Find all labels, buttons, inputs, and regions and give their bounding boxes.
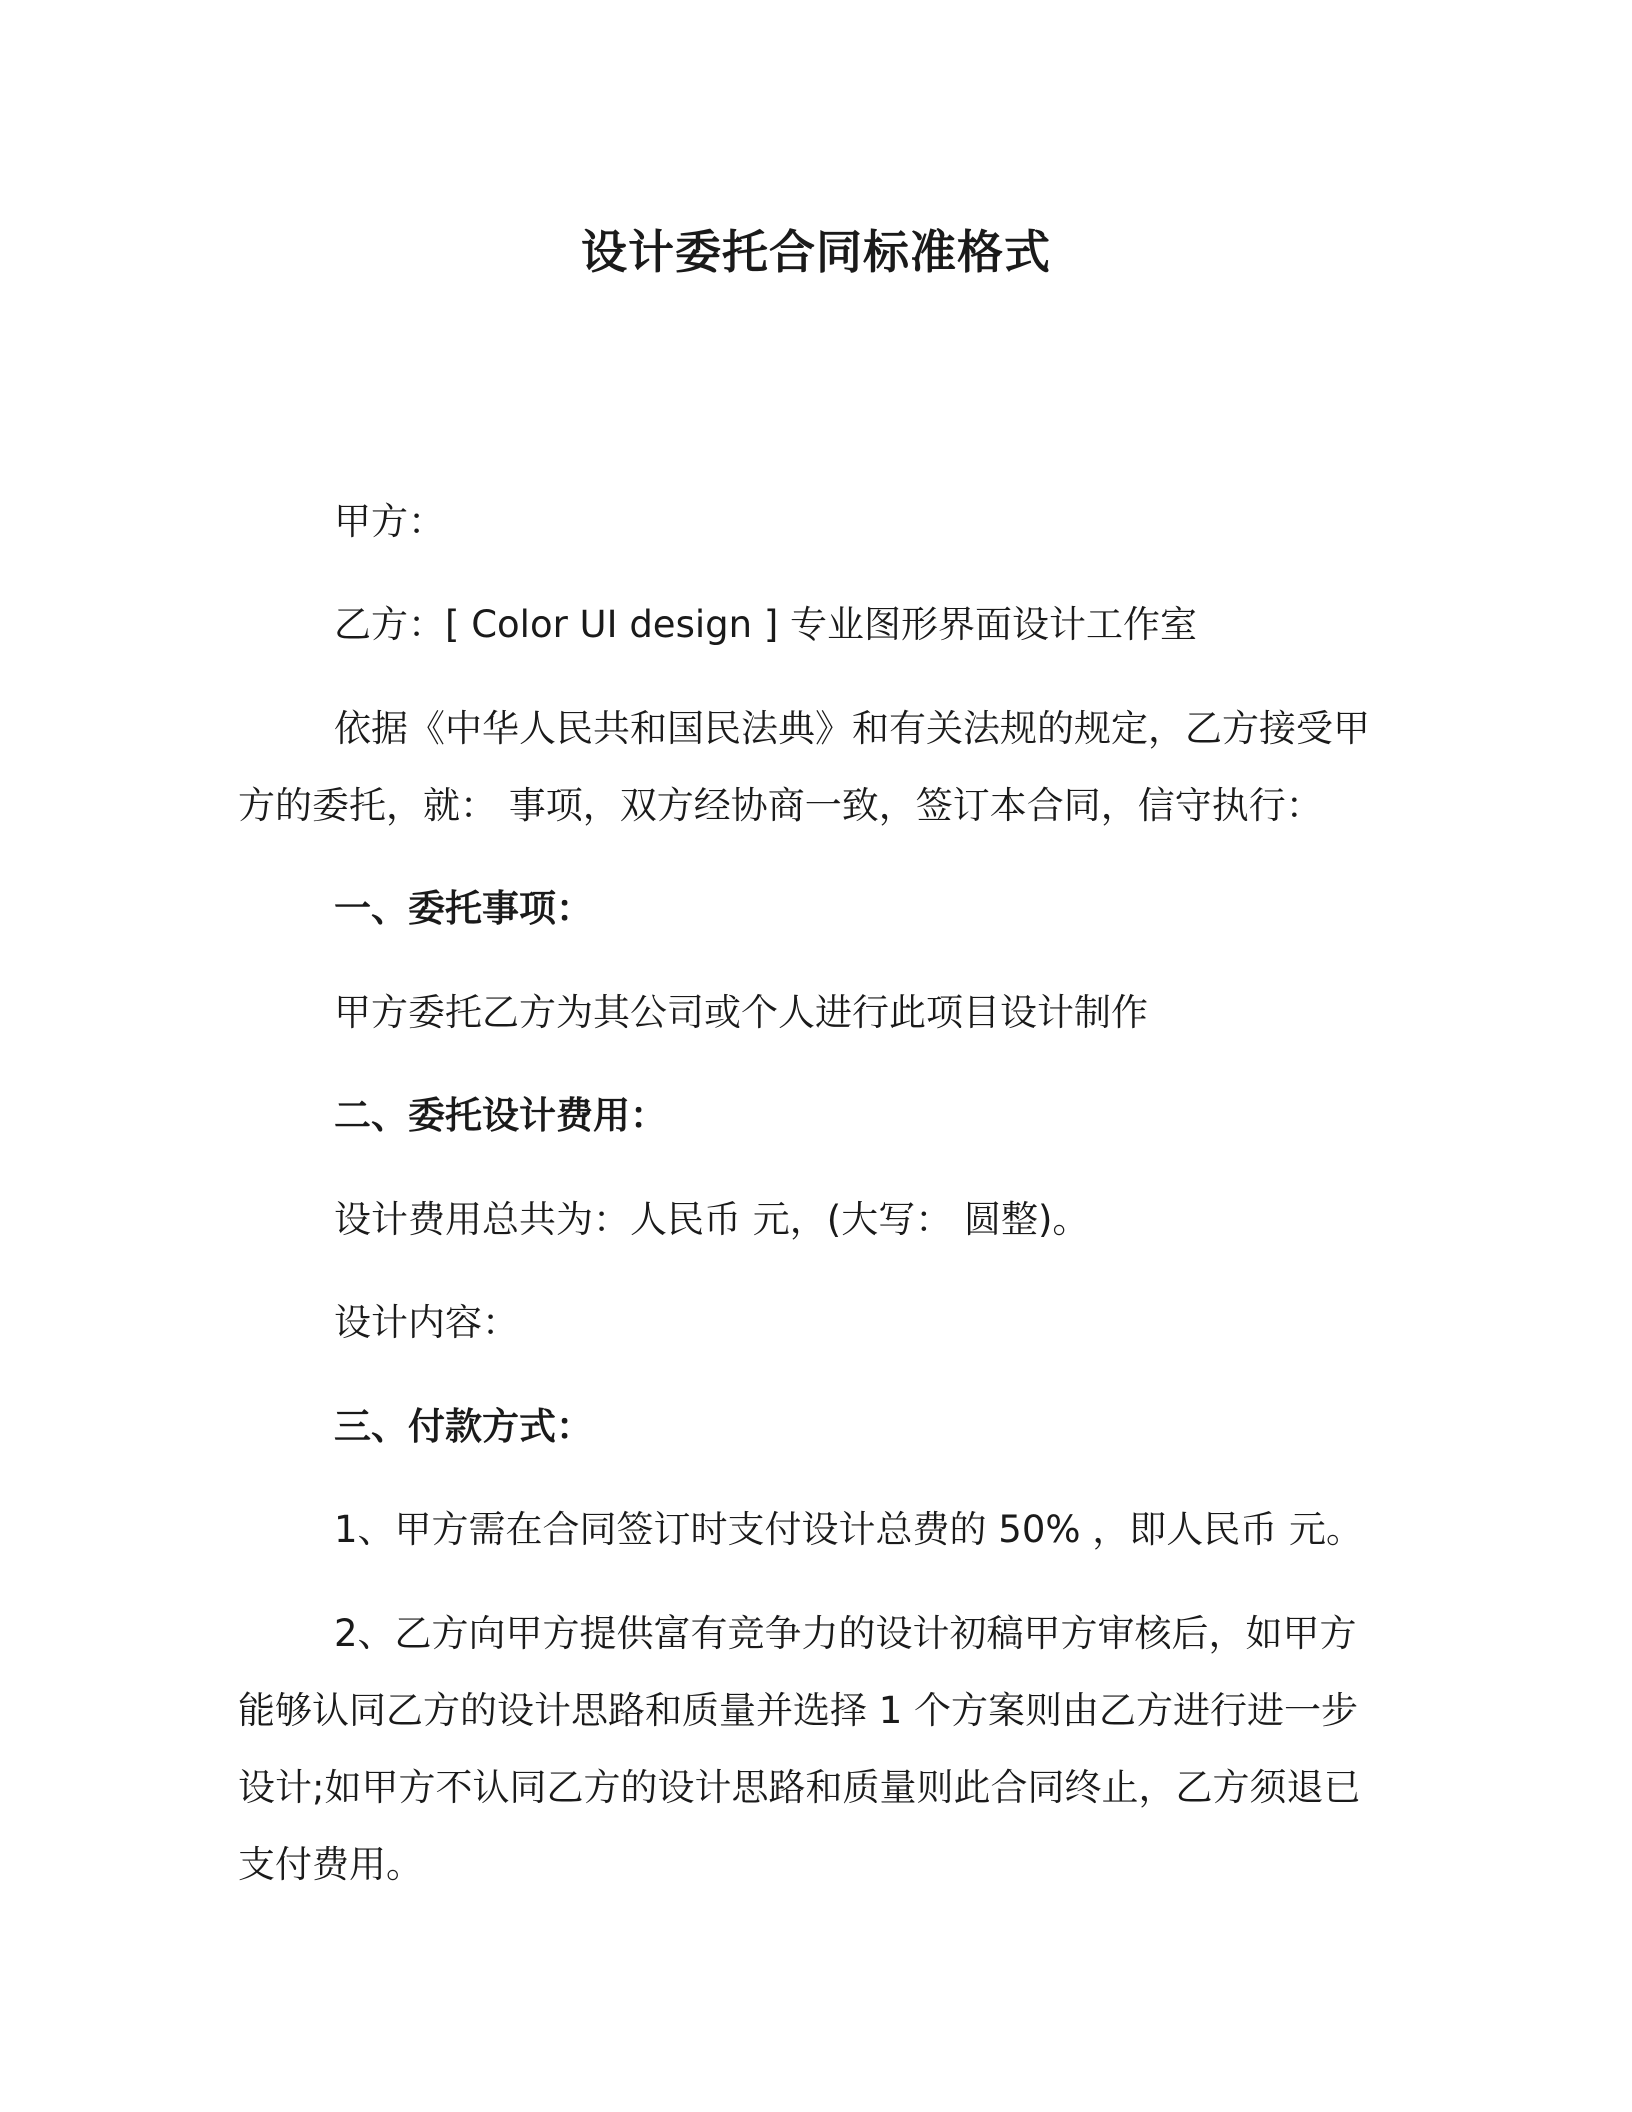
section-3-heading: 三、付款方式： (334, 1405, 593, 1448)
document-title: 设计委托合同标准格式 (581, 225, 1051, 279)
party-a-line: 甲方： (334, 500, 445, 543)
section-3-item-1: 1、甲方需在合同签订时支付设计总费的 50% ，即人民币 元。 (334, 1508, 1364, 1551)
section-2-content: 设计内容： (334, 1301, 519, 1344)
section-1-heading: 一、委托事项： (334, 887, 593, 930)
party-b-line: 乙方：[ Color UI design ] 专业图形界面设计工作室 (334, 603, 1198, 646)
section-3-item-2-line-1: 2、乙方向甲方提供富有竞争力的设计初稿甲方审核后，如甲方 (334, 1612, 1357, 1655)
section-3-item-2-line-4: 支付费用。 (238, 1843, 423, 1886)
section-2-heading: 二、委托设计费用： (334, 1094, 667, 1137)
section-3-item-2-line-3: 设计;如甲方不认同乙方的设计思路和质量则此合同终止，乙方须退已 (238, 1766, 1361, 1809)
intro-line-1: 依据《中华人民共和国民法典》和有关法规的规定，乙方接受甲 (334, 707, 1370, 750)
intro-line-2: 方的委托，就： 事项，双方经协商一致，签订本合同，信守执行： (238, 784, 1323, 827)
section-1-body: 甲方委托乙方为其公司或个人进行此项目设计制作 (334, 991, 1148, 1034)
section-3-item-2-line-2: 能够认同乙方的设计思路和质量并选择 1 个方案则由乙方进行进一步 (238, 1689, 1359, 1732)
section-2-fee: 设计费用总共为：人民币 元，(大写： 圆整)。 (334, 1198, 1090, 1241)
